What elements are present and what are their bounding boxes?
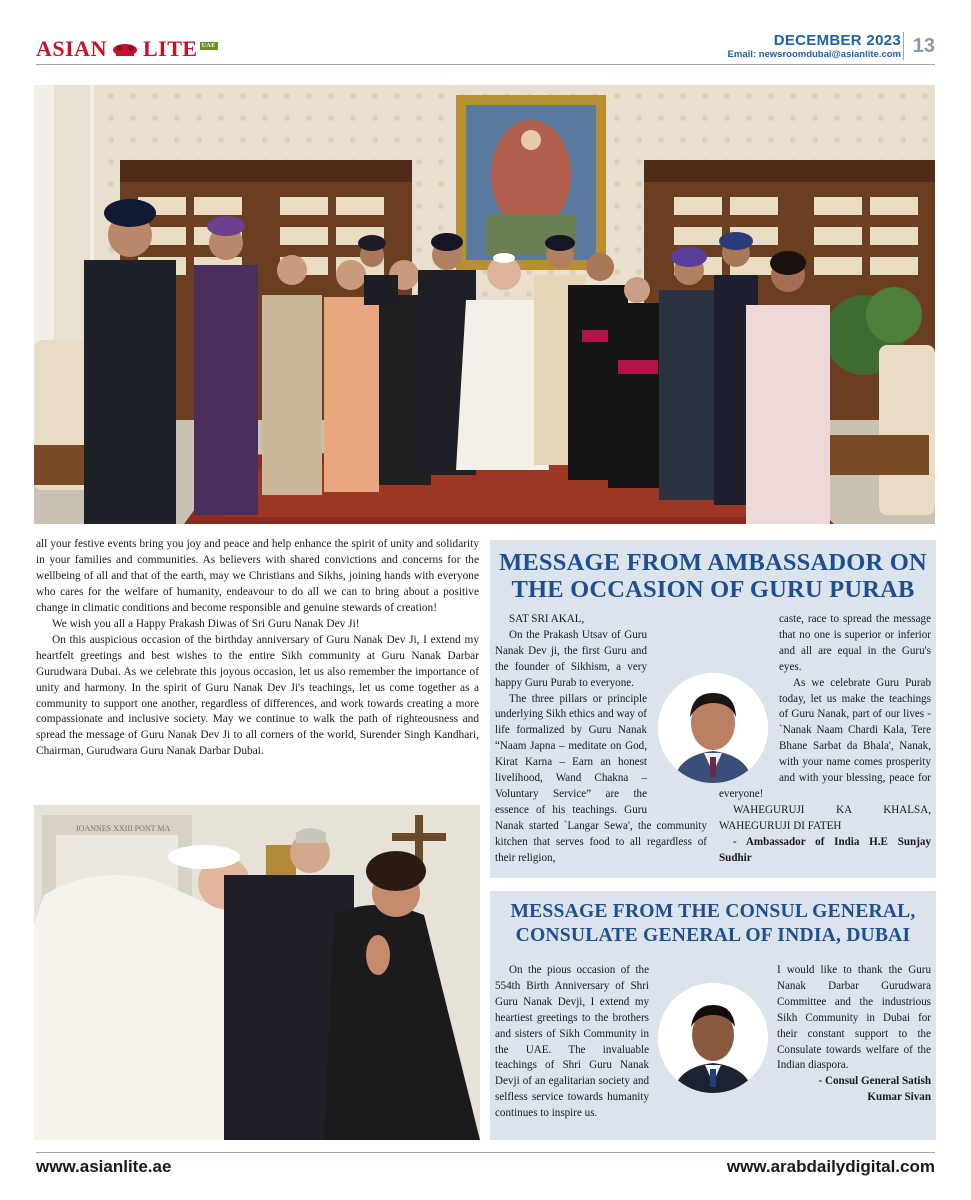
article-paragraph: On this auspicious occasion of the birthday anniversary of Guru Nanak Dev Ji, I extend my heartfelt greetings and best wishes to the entire Sikh community at Guru Nanak Darbar Gurudwara Dubai. As we celebrate this joyous occasion, let us also remember the importance of unity and harmony. In the spirit of Guru Nanak Dev Ji's teachings, let us come together as a community to support one another, regardless of differences, and work towards creating a more compassionate and inclusive society. May we continue to walk the path of righteousness and spread the message of Guru Nanak Dev Ji to all corners of the world, Surender Singh Kandhari, Chairman, Gurudwara Guru Nanak Darbar Dubai. (36, 633, 479, 758)
consul-paragraph: I would like to thank the Guru Nanak Darbar Gurudwara Committee and the industrious Sikh Community in Dubai for their constant support to the Consulate towards welfare of the Indian diaspora. (777, 964, 931, 1072)
footer-website-left[interactable]: www.asianlite.ae (36, 1157, 172, 1176)
door-plaque: IOANNES XXIII PONT MA (76, 824, 171, 833)
ambassador-paragraph: On the Prakash Utsav of Guru Nanak Dev ji, the first Guru and the founder of Sikhism, a very happy Guru Purab to everyone. (495, 628, 647, 689)
masthead-logo (36, 36, 218, 62)
issue-info (728, 32, 901, 60)
issue-year: 2023 (866, 32, 901, 49)
ambassador-message-title: MESSAGE FROM AMBASSADOR ON THE OCCASION OF GURU PURAB (499, 549, 927, 603)
ambassador-paragraph: SAT SRI AKAL, (509, 613, 585, 625)
issue-date (728, 32, 901, 49)
pope-greeting-photo (34, 805, 480, 1140)
consul-message-title: MESSAGE FROM THE CONSUL GENERAL, CONSULATE GENERAL OF INDIA, DUBAI (510, 901, 916, 946)
newsroom-email[interactable]: Email: newsroomdubai@asianlite.com (727, 49, 901, 60)
page-number: 13 (903, 32, 935, 60)
ambassador-paragraph: caste, race to spread the message that no one is superior or inferior and all are equal in the Guru's eyes. (779, 613, 931, 673)
consul-paragraph: On the pious occasion of the 554th Birth Anniversary of Shri Guru Nanak Devji, I extend my heartiest greetings to the brothers and sisters of Sikh Community in the UAE. The invaluable teachings of Shri Guru Nanak Devji of an egalitarian society and selfless service towards humanity continues to inspire us. (495, 964, 649, 1120)
consul-general-portrait (658, 983, 768, 1093)
header-divider (36, 64, 935, 65)
ambassador-paragraph: WAHEGURUJI KA KHALSA, WAHEGURUJI DI FATEH (719, 803, 931, 832)
logo-text-right: LITE (142, 36, 198, 61)
footer-website-right[interactable]: www.arabdailydigital.com (726, 1157, 935, 1176)
issue-month: DECEMBER (773, 32, 862, 49)
ambassador-signature: - Ambassador of India H.E Sunjay Sudhir (719, 835, 931, 864)
logo-edition-tag: UAE (201, 43, 216, 49)
consul-signature: - Consul General Satish Kumar Sivan (818, 1075, 931, 1104)
ambassador-portrait (658, 673, 768, 783)
article-body (36, 537, 479, 760)
logo-text-left: ASIAN (36, 36, 107, 61)
article-paragraph: all your festive events bring you joy and peace and help enhance the spirit of unity and solidarity in your families and communities. As believers with shared convictions and concerns for the wellbeing of all and that of the earth, may we Christians and Sikhs, joining hands with everyone who cares for the welfare of humanity, endeavour to do all we can to bring about a positive change in climatic conditions and become responsible and genuine stewards of creation! (36, 538, 479, 614)
article-paragraph: We wish you all a Happy Prakash Diwas of Sri Guru Nanak Dev Ji! (52, 617, 360, 630)
ambassador-paragraph: As we celebrate Guru Purab today, let us make the teachings of Guru Nanak, part of our lives - `Nanak Naam Chardi Kala, Tere Bhane Sarbat da Bhala', Nanak, with your name comes prosperity and with your blessing, peace for everyone! (719, 676, 931, 800)
ambassador-paragraph: The three pillars or principle underlying Sikh ethics and way of life formalized by Guru Nanak “Naam Japna – meditate on God, Kirat Karna – Earn an honest livelihood, Wand Chakna – Voluntary Service” are the essence of his teachings. Guru Nanak started `Langar Sewa', the community kitchen that serves food to all regardless of their religion, (495, 692, 707, 864)
main-group-photo (34, 85, 935, 524)
lion-emblem-icon (110, 39, 140, 59)
footer-divider (36, 1152, 935, 1153)
